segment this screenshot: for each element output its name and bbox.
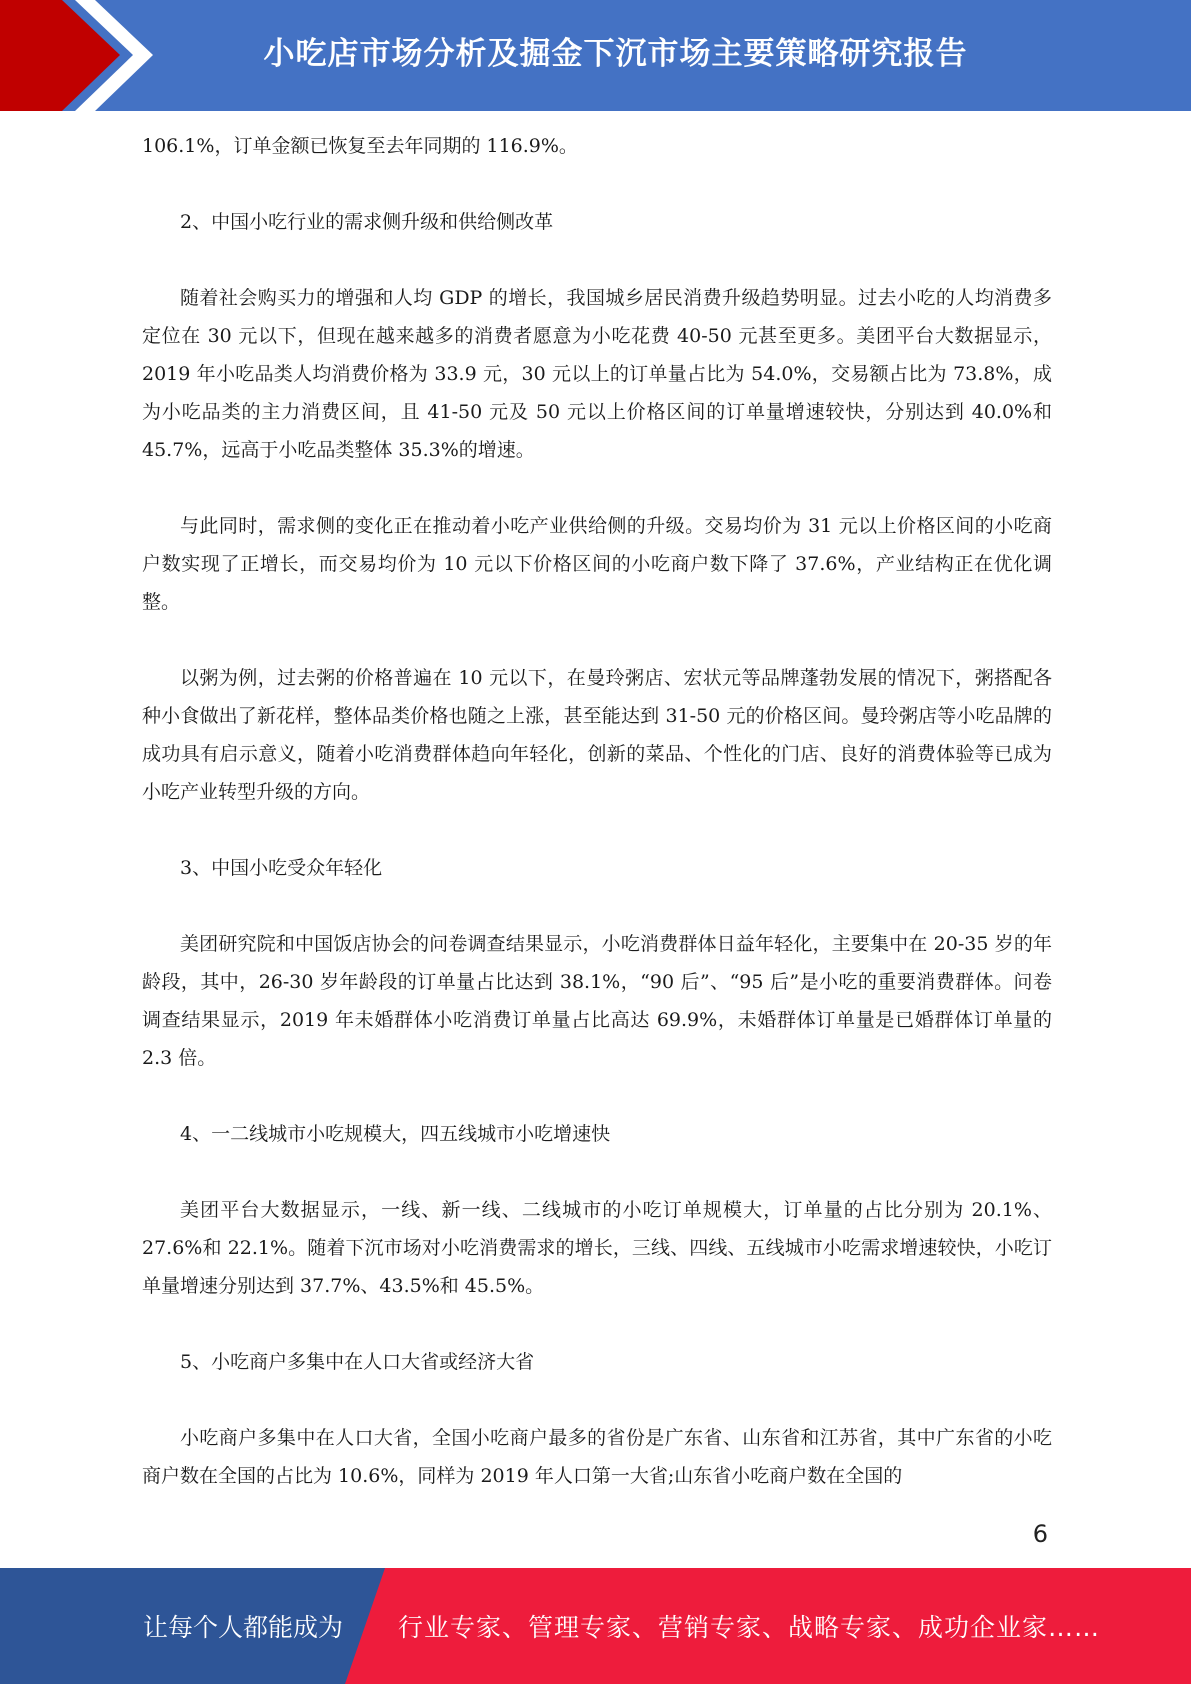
- page-number: 6: [1032, 1520, 1048, 1548]
- paragraph-young-audience: 美团研究院和中国饭店协会的问卷调查结果显示，小吃消费群体日益年轻化，主要集中在 20-35 岁的年龄段，其中，26-30 岁年龄段的订单量占比达到 38.1%，“90 后”、“95 后”是小吃的重要消费群体。问卷调查结果显示，2019 年未婚群体小吃消费订单量占比高达 69.9%，未婚群体订单量是已婚群体订单量的 2.3 倍。: [142, 933, 1052, 1069]
- footer-slogan-left: 让每个人都能成为: [143, 1613, 344, 1642]
- report-title: 小吃店市场分析及掘金下沉市场主要策略研究报告: [263, 35, 968, 72]
- page-header: [0, 0, 1191, 111]
- section-heading-4: 4、一二线城市小吃规模大，四五线城市小吃增速快: [180, 1123, 611, 1145]
- section-heading-5: 5、小吃商户多集中在人口大省或经济大省: [180, 1351, 535, 1373]
- paragraph-porridge-example: 以粥为例，过去粥的价格普遍在 10 元以下，在曼玲粥店、宏状元等品牌蓬勃发展的情况下，粥搭配各种小食做出了新花样，整体品类价格也随之上涨，甚至能达到 31-50 元的价格区间。曼玲粥店等小吃品牌的成功具有启示意义，随着小吃消费群体趋向年轻化，创新的菜品、个性化的门店、良好的消费体验等已成为小吃产业转型升级的方向。: [142, 667, 1052, 803]
- section-heading-3: 3、中国小吃受众年轻化: [180, 857, 383, 879]
- footer-slogan-right: 行业专家、管理专家、营销专家、战略专家、成功企业家……: [398, 1613, 1101, 1642]
- paragraph-consumption-upgrade: 随着社会购买力的增强和人均 GDP 的增长，我国城乡居民消费升级趋势明显。过去小吃的人均消费多定位在 30 元以下，但现在越来越多的消费者愿意为小吃花费 40-50 元甚至更多。美团平台大数据显示，2019 年小吃品类人均消费价格为 33.9 元，30 元以上的订单量占比为 54.0%，交易额占比为 73.8%，成为小吃品类的主力消费区间，且 41-50 元及 50 元以上价格区间的订单量增速较快，分别达到 40.0%和 45.7%，远高于小吃品类整体 35.3%的增速。: [142, 287, 1052, 461]
- paragraph-supply-side: 与此同时，需求侧的变化正在推动着小吃产业供给侧的升级。交易均价为 31 元以上价格区间的小吃商户数实现了正增长，而交易均价为 10 元以下价格区间的小吃商户数下降了 37.6%，产业结构正在优化调整。: [142, 515, 1052, 613]
- section-heading-2: 2、中国小吃行业的需求侧升级和供给侧改革: [180, 211, 554, 233]
- document-body: [142, 127, 1052, 1533]
- page-footer: [0, 1568, 1191, 1684]
- paragraph-continuation: 106.1%，订单金额已恢复至去年同期的 116.9%。: [142, 135, 578, 157]
- paragraph-city-tiers: 美团平台大数据显示，一线、新一线、二线城市的小吃订单规模大，订单量的占比分别为 20.1%、27.6%和 22.1%。随着下沉市场对小吃消费需求的增长，三线、四线、五线城市小吃需求增速较快，小吃订单量增速分别达到 37.7%、43.5%和 45.5%。: [142, 1199, 1052, 1297]
- paragraph-provinces: 小吃商户多集中在人口大省，全国小吃商户最多的省份是广东省、山东省和江苏省，其中广东省的小吃商户数在全国的占比为 10.6%，同样为 2019 年人口第一大省;山东省小吃商户数在全国的: [142, 1427, 1052, 1487]
